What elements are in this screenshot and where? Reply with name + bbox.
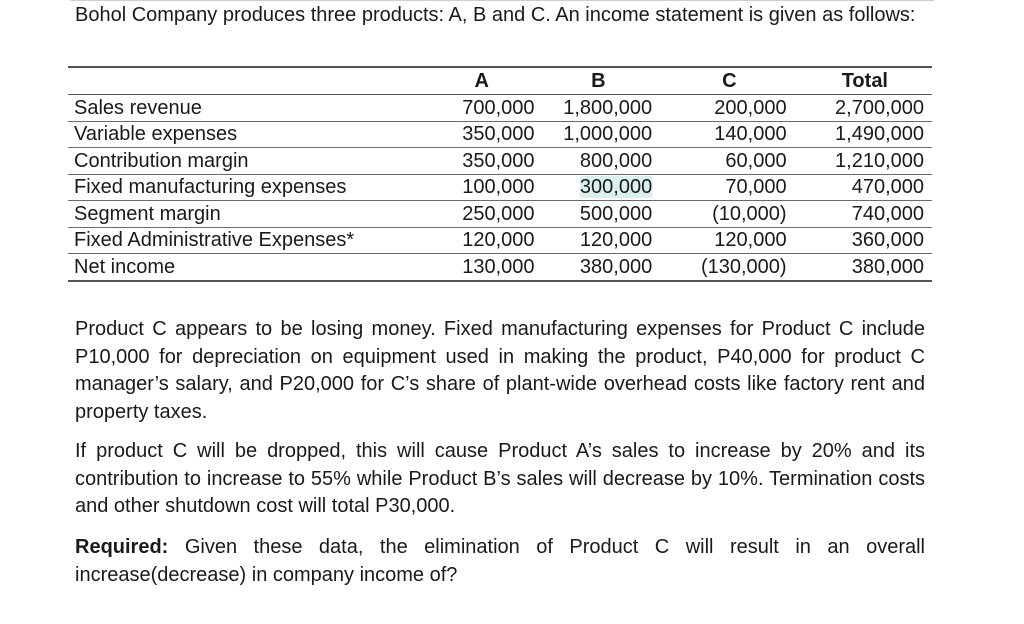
cell-total: 360,000 xyxy=(799,227,932,254)
cell-c: 60,000 xyxy=(660,148,798,175)
cell-a: 700,000 xyxy=(427,95,537,122)
cell-b: 1,800,000 xyxy=(537,95,661,122)
cell-a: 350,000 xyxy=(427,148,537,175)
cell-c: 140,000 xyxy=(660,121,798,148)
cell-b: 500,000 xyxy=(537,201,661,228)
cell-a: 130,000 xyxy=(427,254,537,281)
header-a: A xyxy=(427,67,537,95)
top-divider xyxy=(70,0,934,1)
header-b: B xyxy=(537,67,661,95)
cell-c: (130,000) xyxy=(660,254,798,281)
cell-c: (10,000) xyxy=(660,201,798,228)
cell-b: 120,000 xyxy=(537,227,661,254)
table-row xyxy=(68,148,932,175)
paragraph-required xyxy=(75,534,925,589)
cell-b: 800,000 xyxy=(537,148,661,175)
header-c: C xyxy=(660,67,798,95)
cell-total: 1,210,000 xyxy=(799,148,932,175)
cell-a: 350,000 xyxy=(427,121,537,148)
required-label: Required: xyxy=(75,536,169,558)
row-label: Net income xyxy=(68,254,427,281)
row-label: Variable expenses xyxy=(68,121,427,148)
table-row xyxy=(68,201,932,228)
cell-total: 470,000 xyxy=(799,174,932,201)
table-row xyxy=(68,227,932,254)
table-header-row xyxy=(68,67,932,95)
table-row xyxy=(68,254,932,281)
row-label: Fixed Administrative Expenses* xyxy=(68,227,427,254)
row-label: Segment margin xyxy=(68,201,427,228)
table-row xyxy=(68,174,932,201)
cell-c: 200,000 xyxy=(660,95,798,122)
required-text: Given these data, the elimination of Product C will result in an overall increase(decrease) in company income of? xyxy=(75,536,925,586)
intro-text: Bohol Company produces three products: A, B and C. An income statement is given as follows: xyxy=(75,4,916,26)
cell-a: 100,000 xyxy=(427,174,537,201)
cell-total: 380,000 xyxy=(799,254,932,281)
cell-b: 380,000 xyxy=(537,254,661,281)
highlighted-value: 300,000 xyxy=(579,176,653,199)
cell-total: 740,000 xyxy=(799,201,932,228)
cell-a: 250,000 xyxy=(427,201,537,228)
cell-a: 120,000 xyxy=(427,227,537,254)
header-total: Total xyxy=(799,67,932,95)
income-statement-table xyxy=(68,66,932,282)
cell-c: 70,000 xyxy=(660,174,798,201)
cell-c: 120,000 xyxy=(660,227,798,254)
table-row xyxy=(68,95,932,122)
header-label xyxy=(68,67,427,95)
cell-total: 2,700,000 xyxy=(799,95,932,122)
row-label: Fixed manufacturing expenses xyxy=(68,174,427,201)
row-label: Contribution margin xyxy=(68,148,427,175)
table-row xyxy=(68,121,932,148)
cell-b: 1,000,000 xyxy=(537,121,661,148)
row-label: Sales revenue xyxy=(68,95,427,122)
paragraph-product-c: Product C appears to be losing money. Fixed manufacturing expenses for Product C include P10,000 for depreciation on equipment used in making the product, P40,000 for product C manager’s salary, and P20,000 for C’s share of plant-wide overhead costs like factory rent and property taxes. xyxy=(75,318,925,423)
paragraph-drop-scenario: If product C will be dropped, this will cause Product A’s sales to increase by 20% and its contribution to increase to 55% while Product B’s sales will decrease by 10%. Termination costs and other shutdown cost will total P30,000. xyxy=(75,440,925,517)
cell-total: 1,490,000 xyxy=(799,121,932,148)
cell-b-highlighted xyxy=(537,174,661,201)
